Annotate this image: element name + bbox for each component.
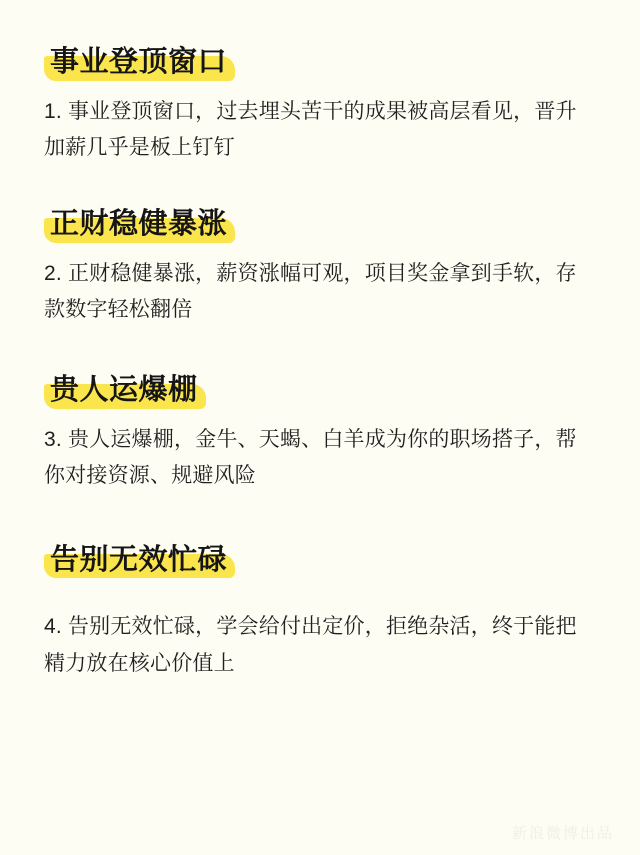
section-3-heading-wrap <box>50 372 198 410</box>
section-3-heading: 贵人运爆棚 <box>50 373 198 406</box>
section-4-heading: 告别无效忙碌 <box>50 543 228 576</box>
section-4 <box>44 542 602 682</box>
section-3-body: 3. 贵人运爆棚，金牛、天蝎、白羊成为你的职场搭子，帮你对接资源、规避风险 <box>44 427 577 487</box>
section-3 <box>44 372 602 494</box>
section-2-heading-wrap <box>50 206 227 244</box>
section-2-heading: 正财稳健暴涨 <box>50 207 228 240</box>
section-2-body: 2. 正财稳健暴涨，薪资涨幅可观，项目奖金拿到手软，存款数字轻松翻倍 <box>44 261 577 321</box>
section-1-heading: 事业登顶窗口 <box>50 46 228 78</box>
section-4-heading-wrap <box>50 542 227 580</box>
section-4-body: 4. 告别无效忙碌，学会给付出定价，拒绝杂活，终于能把精力放在核心价值上 <box>44 615 577 675</box>
section-1-heading-wrap <box>50 44 227 82</box>
section-1-body: 1. 事业登顶窗口，过去埋头苦干的成果被高层看见，晋升加薪几乎是板上钉钉 <box>44 99 577 159</box>
section-1 <box>44 44 602 166</box>
watermark: 新浪微博出品 <box>511 825 614 842</box>
section-2 <box>44 206 602 328</box>
